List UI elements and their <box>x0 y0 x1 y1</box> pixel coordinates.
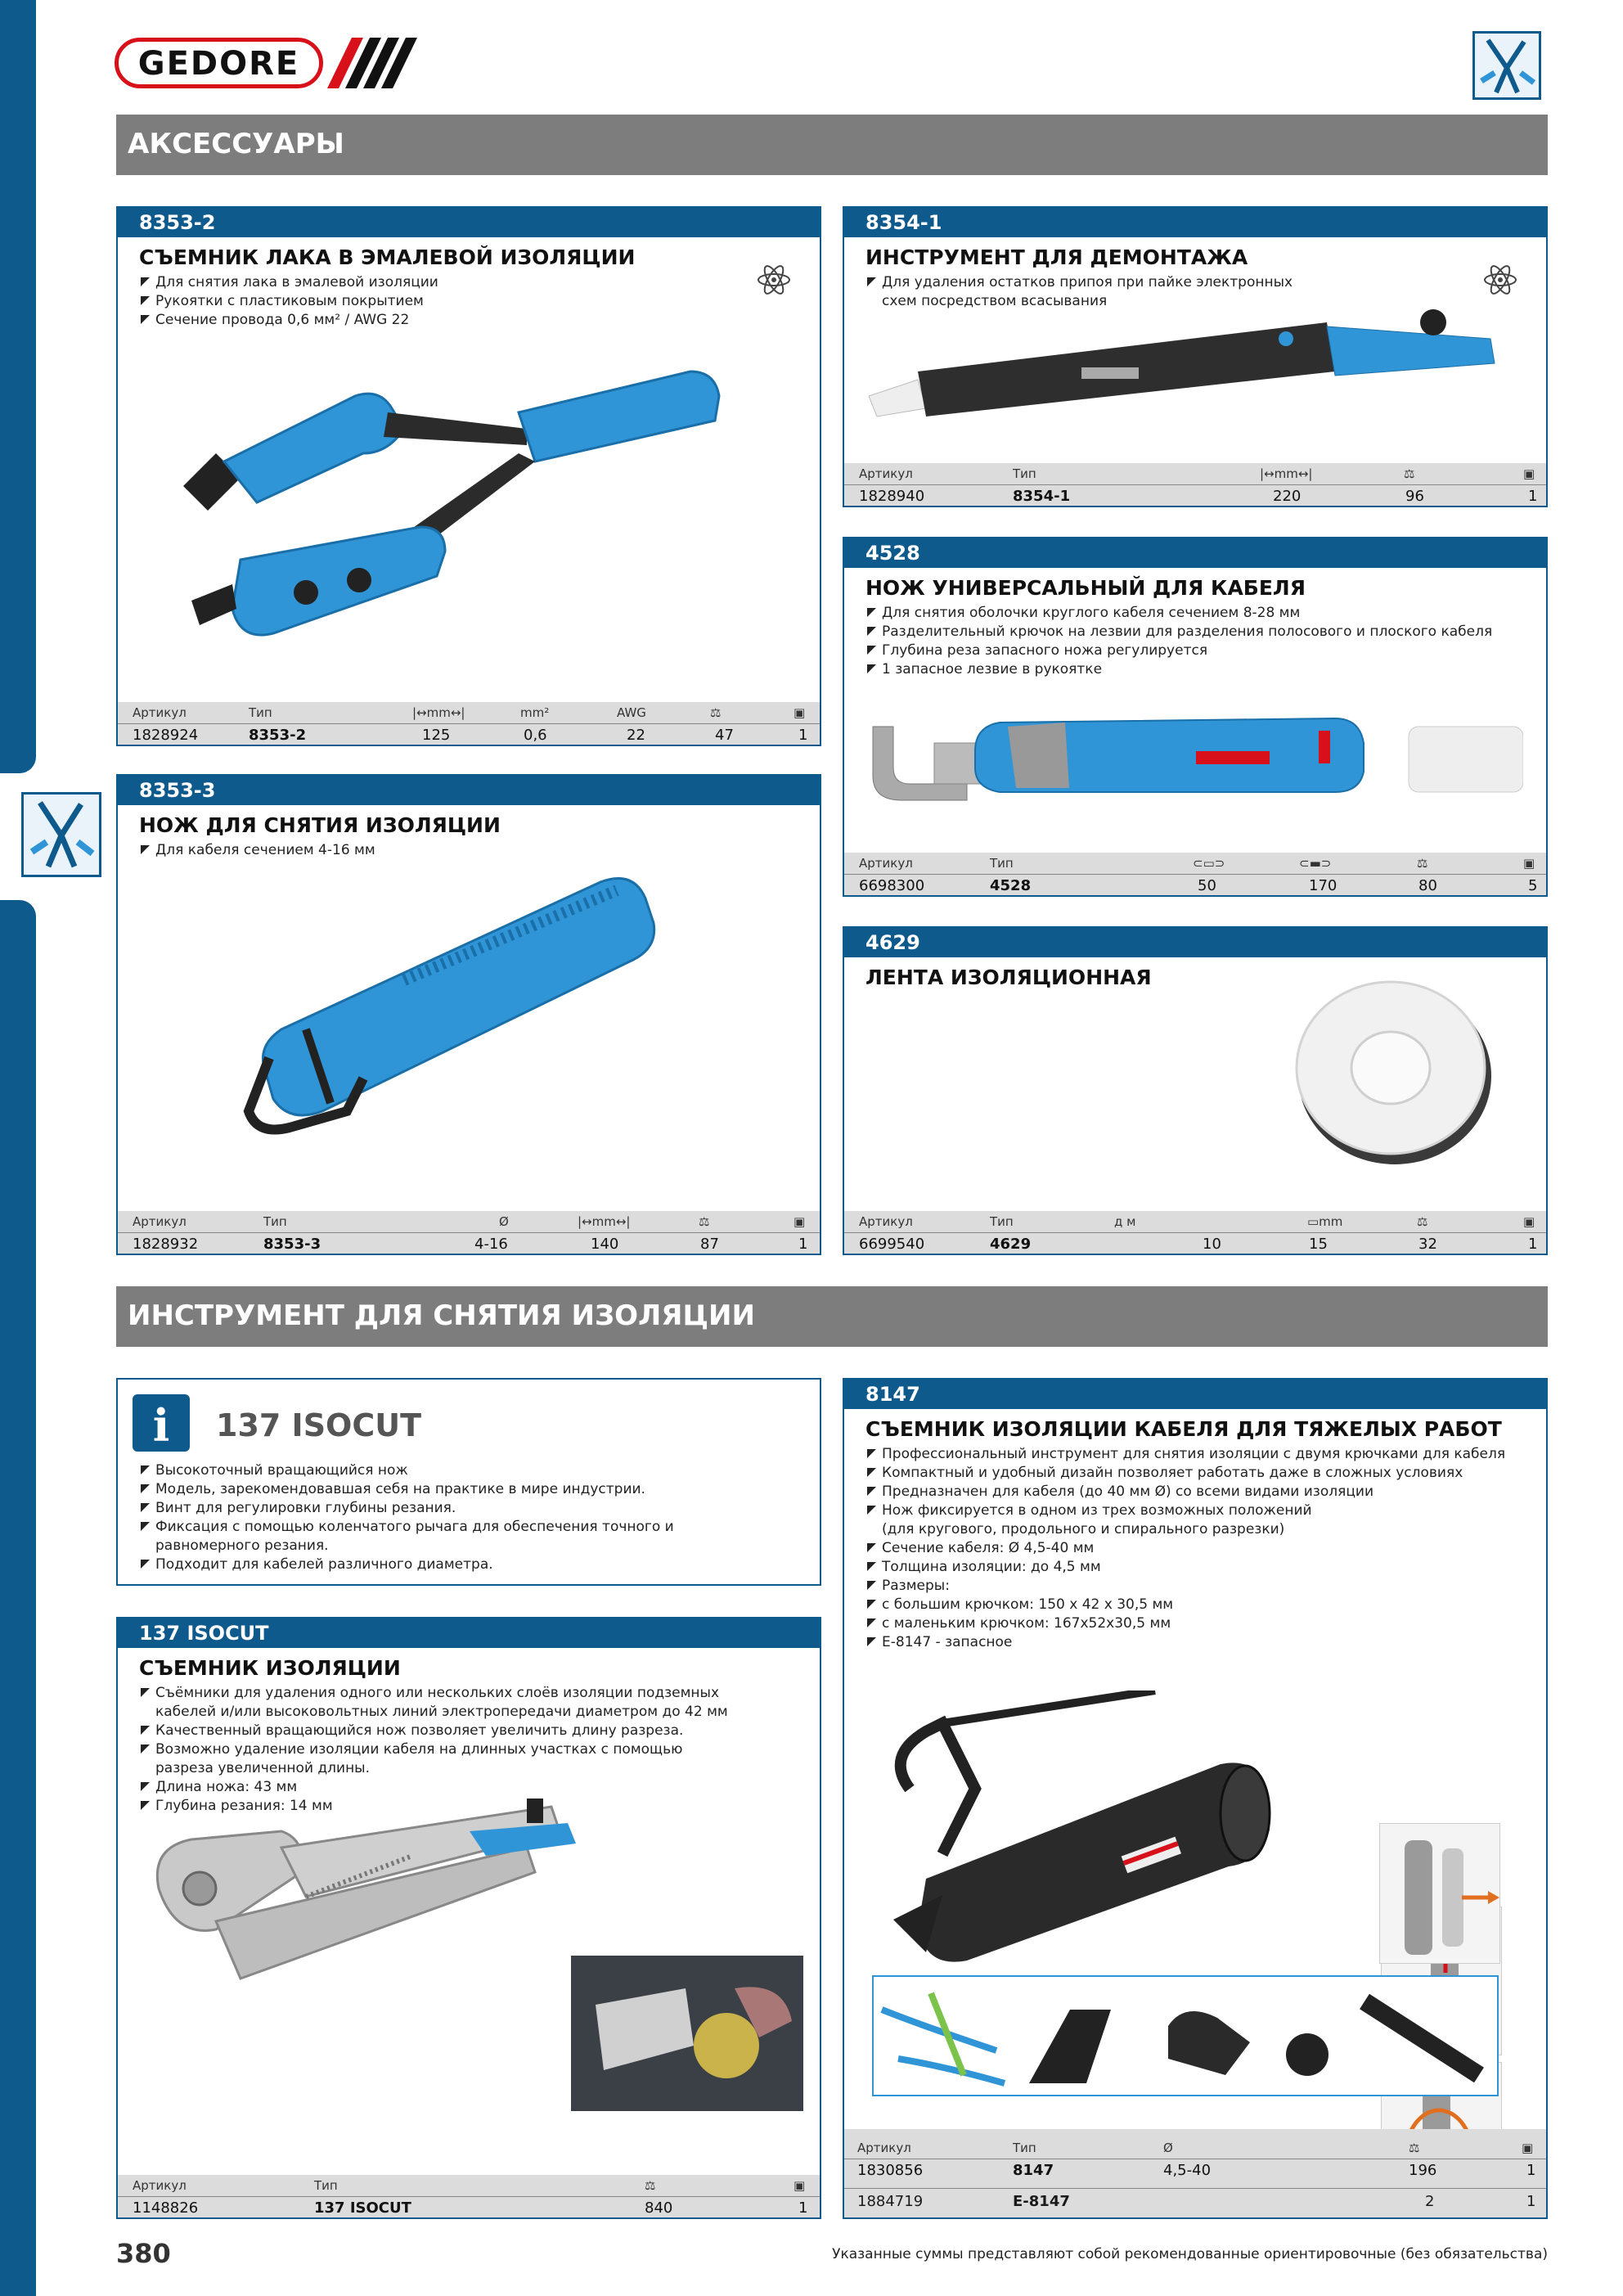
spec-table <box>118 2175 820 2217</box>
product-title: НОЖ УНИВЕРСАЛЬНЫЙ ДЛЯ КАБЕЛЯ <box>865 576 1306 600</box>
usage-photo <box>571 1956 803 2111</box>
accessory-photos-strip <box>872 1975 1499 2096</box>
section-bar-stripping <box>116 1286 1548 1347</box>
product-image-heavy-duty-stripper <box>877 1690 1302 1985</box>
package-icon: ▣ <box>1523 1214 1535 1229</box>
feature-item: с маленьким крючком: 167x52x30,5 мм <box>865 1614 1505 1633</box>
atom-icon <box>1482 262 1518 298</box>
weight-icon: ⚖ <box>1404 466 1415 481</box>
product-image-enamel-stripper <box>175 363 780 682</box>
table-cell: 4,5-40 <box>1163 2162 1212 2179</box>
product-title: СЪЕМНИК ИЗОЛЯЦИИ КАБЕЛЯ ДЛЯ ТЯЖЕЛЫХ РАБОТ <box>865 1417 1502 1441</box>
feature-item: Компактный и удобный дизайн позволяет работать даже в сложных условиях <box>865 1464 1505 1483</box>
feature-item: Сечение кабеля: Ø 4,5-40 мм <box>865 1539 1505 1558</box>
feature-item: Глубина резания: 14 мм <box>139 1797 728 1816</box>
table-cell: 1 <box>1528 488 1538 505</box>
table-cell: 1830856 <box>857 2162 924 2179</box>
table-header: Тип <box>1013 466 1036 481</box>
spec-table <box>844 853 1546 895</box>
product-image-isocut-plier <box>142 1799 600 2044</box>
feature-item: Съёмники для удаления одного или нескольких слоёв изоляции подземных <box>139 1684 728 1703</box>
feature-item: Сечение провода 0,6 мм² / AWG 22 <box>139 311 438 330</box>
table-header: Артикул <box>133 1214 187 1229</box>
feature-list <box>139 1461 674 1574</box>
table-cell: 1 <box>798 1236 808 1253</box>
table-cell: 196 <box>1409 2162 1437 2179</box>
package-icon: ▣ <box>794 2178 806 2193</box>
product-title: ИНСТРУМЕНТ ДЛЯ ДЕМОНТАЖА <box>865 245 1248 269</box>
feature-item: Винт для регулировки глубины резания. <box>139 1499 674 1518</box>
product-title: СЪЕМНИК ЛАКА В ЭМАЛЕВОЙ ИЗОЛЯЦИИ <box>139 245 636 269</box>
table-header: Артикул <box>133 705 187 720</box>
product-title: СЪЕМНИК ИЗОЛЯЦИИ <box>139 1656 401 1680</box>
table-header: Тип <box>263 1214 287 1229</box>
product-code: 8353-2 <box>139 211 216 234</box>
table-cell: 1828932 <box>133 1236 199 1253</box>
table-cell: 125 <box>422 727 451 744</box>
pliers-category-icon <box>1472 31 1541 100</box>
feature-item: Профессиональный инструмент для снятия изоляции с двумя крючками для кабеля <box>865 1445 1505 1464</box>
feature-item: Длина ножа: 43 мм <box>139 1778 728 1797</box>
table-header: Ø <box>1163 2141 1173 2155</box>
feature-item: Фиксация с помощью коленчатого рычага для обеспечения точного и <box>139 1518 674 1537</box>
feature-item: Толщина изоляции: до 4,5 мм <box>865 1558 1505 1577</box>
table-cell: 4629 <box>990 1236 1032 1253</box>
table-cell: 80 <box>1418 877 1437 894</box>
table-header: Артикул <box>859 466 913 481</box>
feature-item: E-8147 - запасное <box>865 1633 1505 1652</box>
table-cell: 87 <box>700 1236 719 1253</box>
table-cell: 1 <box>798 2199 808 2217</box>
package-icon: ▣ <box>1523 466 1535 481</box>
page-number: 380 <box>116 2238 171 2269</box>
logo-stripes <box>327 38 417 88</box>
info-icon: i <box>133 1394 190 1452</box>
feature-item: Нож фиксируется в одном из трех возможных положений <box>865 1501 1505 1520</box>
table-header: Тип <box>990 856 1014 871</box>
table-cell: 8354-1 <box>1013 488 1071 505</box>
table-cell: 137 ISOCUT <box>314 2199 411 2217</box>
spec-table-8147 <box>844 2137 1546 2217</box>
package-icon: ▣ <box>794 705 806 720</box>
table-cell: 47 <box>715 727 734 744</box>
table-cell: 96 <box>1405 488 1424 505</box>
table-cell: 220 <box>1273 488 1302 505</box>
table-cell: 4528 <box>990 877 1032 894</box>
package-icon: ▣ <box>1523 856 1535 871</box>
feature-item: 1 запасное лезвие в рукоятке <box>865 660 1492 679</box>
product-code: 8147 <box>865 1383 920 1406</box>
feature-item: Рукоятки с пластиковым покрытием <box>139 292 438 311</box>
table-cell: E-8147 <box>1013 2193 1070 2210</box>
table-cell: 8353-2 <box>249 727 307 744</box>
feature-item: (для кругового, продольного и спирального разрезки) <box>882 1521 1285 1537</box>
weight-icon: ⚖ <box>1417 1214 1428 1229</box>
weight-icon: ⚖ <box>699 1214 710 1229</box>
spec-table <box>118 702 820 745</box>
feature-item: кабелей и/или высоковольтных линий электропередачи диаметром до 42 мм <box>155 1704 728 1720</box>
side-rail-top <box>0 0 36 773</box>
feature-list <box>865 1445 1505 1652</box>
tape-width-icon: ▭mm <box>1307 1214 1343 1229</box>
length-icon: |↔mm↔| <box>412 705 465 720</box>
product-card-4528 <box>843 537 1548 897</box>
atom-icon <box>756 262 792 298</box>
feature-item: с большим крючком: 150 x 42 x 30,5 мм <box>865 1596 1505 1614</box>
feature-item: Для кабеля сечением 4-16 мм <box>139 841 375 860</box>
pliers-category-icon <box>21 792 101 877</box>
table-header: AWG <box>617 705 646 720</box>
table-header: д м <box>1114 1214 1136 1229</box>
table-cell: 2 <box>1425 2193 1435 2210</box>
table-header: Ø <box>499 1214 509 1229</box>
footer-note: Указанные суммы представляют собой рекомендованные ориентировочные (без обязательства) <box>832 2246 1548 2262</box>
table-cell: 10 <box>1203 1236 1221 1253</box>
table-cell: 6698300 <box>859 877 925 894</box>
table-cell: 15 <box>1309 1236 1328 1253</box>
package-icon: ▣ <box>1522 2141 1534 2155</box>
table-cell: 1148826 <box>133 2199 199 2217</box>
product-title: НОЖ ДЛЯ СНЯТИЯ ИЗОЛЯЦИИ <box>139 813 501 837</box>
product-image-cable-knife <box>869 710 1523 817</box>
product-card-4629 <box>843 926 1548 1255</box>
product-image-stripping-knife <box>241 866 699 1144</box>
product-card-8353-3 <box>116 774 821 1255</box>
product-card-8353-2 <box>116 206 821 746</box>
feature-item: Размеры: <box>865 1577 1505 1596</box>
feature-item: схем посредством всасывания <box>882 293 1108 309</box>
table-cell: 8353-3 <box>263 1236 321 1253</box>
feature-item: Модель, зарекомендовавшая себя на практике в мире индустрии. <box>139 1480 674 1499</box>
product-image-insulating-tape <box>1293 974 1497 1170</box>
product-card-137-isocut <box>116 1617 821 2219</box>
product-card-8354-1 <box>843 206 1548 507</box>
feature-item: Подходит для кабелей различного диаметра. <box>139 1555 674 1574</box>
product-code: 4629 <box>865 931 920 954</box>
product-title: ЛЕНТА ИЗОЛЯЦИОННАЯ <box>865 966 1152 989</box>
spec-table <box>844 463 1546 506</box>
feature-item: Качественный вращающийся нож позволяет увеличить длину разреза. <box>139 1722 728 1740</box>
feature-item: разреза увеличенной длины. <box>155 1760 371 1776</box>
info-title: 137 ISOCUT <box>216 1407 422 1443</box>
feature-item: Разделительный крючок на лезвии для разделения полосового и плоского кабеля <box>865 623 1492 642</box>
feature-item: Возможно удаление изоляции кабеля на длинных участках с помощью <box>139 1740 728 1759</box>
section-title: АКСЕССУАРЫ <box>128 128 344 160</box>
table-cell: 840 <box>645 2199 673 2217</box>
product-code: 8354-1 <box>865 211 942 234</box>
table-cell: 32 <box>1418 1236 1437 1253</box>
table-header: Артикул <box>859 856 913 871</box>
table-header: Тип <box>249 705 272 720</box>
feature-list <box>139 1684 728 1816</box>
weight-icon: ⚖ <box>1409 2141 1420 2155</box>
table-cell: 1828940 <box>859 488 925 505</box>
table-cell: 6699540 <box>859 1236 925 1253</box>
feature-item: Высокоточный вращающийся нож <box>139 1461 674 1480</box>
feature-list <box>139 273 438 330</box>
table-header: Тип <box>1013 2141 1036 2155</box>
feature-item: равномерного резания. <box>155 1537 329 1554</box>
table-cell: 8147 <box>1013 2162 1054 2179</box>
feature-item: Для снятия оболочки круглого кабеля сечением 8-28 мм <box>865 604 1492 623</box>
table-cell: 4-16 <box>474 1236 508 1253</box>
table-header: Тип <box>314 2178 338 2193</box>
weight-icon: ⚖ <box>710 705 722 720</box>
table-header: Артикул <box>857 2141 911 2155</box>
feature-item: Для снятия лака в эмалевой изоляции <box>139 273 438 292</box>
section-bar-accessories <box>116 115 1548 175</box>
table-cell: 1828924 <box>133 727 199 744</box>
product-code: 4528 <box>865 542 920 565</box>
length-icon: |↔mm↔| <box>578 1214 631 1229</box>
table-cell: 50 <box>1198 877 1216 894</box>
feature-item: Для удаления остатков припоя при пайке электронных <box>865 273 1293 292</box>
feature-item: Глубина реза запасного ножа регулируется <box>865 642 1492 660</box>
length-icon: |↔mm↔| <box>1260 466 1313 481</box>
product-code: 8353-3 <box>139 779 216 802</box>
product-code: 137 ISOCUT <box>139 1622 269 1645</box>
table-cell: 22 <box>627 727 645 744</box>
feature-item: Предназначен для кабеля (до 40 мм Ø) со всеми видами изоляции <box>865 1483 1505 1501</box>
table-header: Артикул <box>859 1214 913 1229</box>
spec-table <box>118 1211 820 1254</box>
spec-table <box>844 1211 1546 1254</box>
weight-icon: ⚖ <box>1417 856 1428 871</box>
weight-icon: ⚖ <box>645 2178 656 2193</box>
side-rail-bottom <box>0 900 36 2296</box>
table-cell: 1 <box>1526 2162 1536 2179</box>
section-title: ИНСТРУМЕНТ ДЛЯ СНЯТИЯ ИЗОЛЯЦИИ <box>128 1299 755 1332</box>
blade-length-icon: ⊂▭⊃ <box>1193 856 1225 871</box>
table-cell: 1884719 <box>857 2193 924 2210</box>
step-image-3 <box>1379 1823 1500 1964</box>
table-cell: 5 <box>1528 877 1538 894</box>
knife-length-icon: ⊂▬⊃ <box>1299 856 1332 871</box>
package-icon: ▣ <box>794 1214 806 1229</box>
table-cell: 1 <box>1526 2193 1536 2210</box>
table-cell: 1 <box>798 727 808 744</box>
feature-list <box>865 604 1492 679</box>
table-cell: 0,6 <box>524 727 547 744</box>
table-cell: 140 <box>591 1236 619 1253</box>
table-header: Тип <box>990 1214 1014 1229</box>
table-cell: 170 <box>1309 877 1338 894</box>
table-header: mm² <box>520 705 550 720</box>
product-image-desoldering-pump <box>869 306 1523 437</box>
feature-list <box>139 841 375 860</box>
table-cell: 1 <box>1528 1236 1538 1253</box>
info-box-isocut <box>116 1378 821 1586</box>
table-header: Артикул <box>133 2178 187 2193</box>
gedore-logo: GEDORE <box>115 38 323 88</box>
